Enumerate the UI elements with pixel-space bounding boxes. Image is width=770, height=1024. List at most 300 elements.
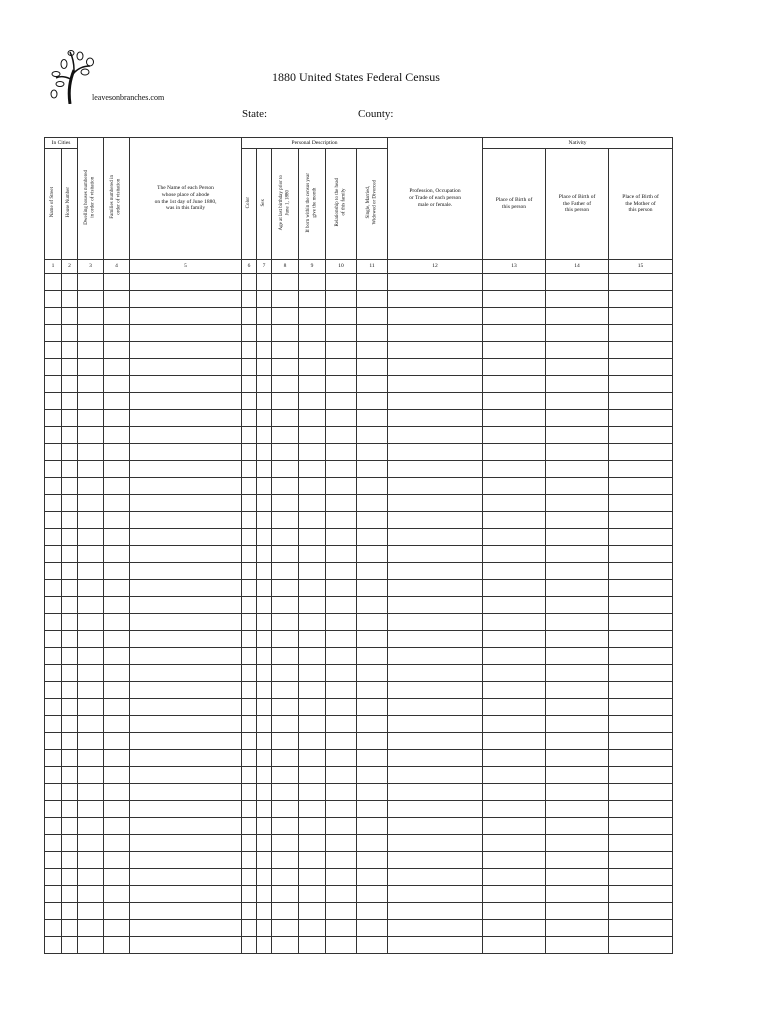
entry-cell[interactable]	[78, 716, 104, 733]
entry-cell[interactable]	[130, 682, 242, 699]
entry-cell[interactable]	[242, 648, 257, 665]
entry-cell[interactable]	[272, 869, 299, 886]
entry-cell[interactable]	[242, 359, 257, 376]
entry-cell[interactable]	[483, 784, 546, 801]
entry-cell[interactable]	[546, 767, 609, 784]
entry-cell[interactable]	[326, 767, 357, 784]
entry-cell[interactable]	[257, 682, 272, 699]
entry-cell[interactable]	[45, 308, 62, 325]
entry-cell[interactable]	[78, 359, 104, 376]
entry-cell[interactable]	[326, 427, 357, 444]
entry-cell[interactable]	[130, 461, 242, 478]
entry-cell[interactable]	[45, 291, 62, 308]
entry-cell[interactable]	[299, 274, 326, 291]
entry-cell[interactable]	[326, 665, 357, 682]
entry-cell[interactable]	[483, 733, 546, 750]
entry-cell[interactable]	[78, 818, 104, 835]
entry-cell[interactable]	[609, 682, 673, 699]
entry-cell[interactable]	[357, 427, 388, 444]
entry-cell[interactable]	[546, 529, 609, 546]
entry-cell[interactable]	[130, 393, 242, 410]
entry-cell[interactable]	[546, 818, 609, 835]
entry-cell[interactable]	[104, 291, 130, 308]
entry-cell[interactable]	[483, 852, 546, 869]
entry-cell[interactable]	[299, 512, 326, 529]
entry-cell[interactable]	[78, 784, 104, 801]
entry-cell[interactable]	[62, 546, 78, 563]
entry-cell[interactable]	[242, 546, 257, 563]
entry-cell[interactable]	[483, 818, 546, 835]
entry-cell[interactable]	[272, 835, 299, 852]
entry-cell[interactable]	[357, 852, 388, 869]
entry-cell[interactable]	[546, 784, 609, 801]
entry-cell[interactable]	[45, 682, 62, 699]
entry-cell[interactable]	[326, 937, 357, 954]
entry-cell[interactable]	[78, 614, 104, 631]
entry-cell[interactable]	[257, 920, 272, 937]
entry-cell[interactable]	[388, 818, 483, 835]
entry-cell[interactable]	[483, 461, 546, 478]
entry-cell[interactable]	[357, 546, 388, 563]
entry-cell[interactable]	[272, 886, 299, 903]
entry-cell[interactable]	[130, 427, 242, 444]
entry-cell[interactable]	[272, 614, 299, 631]
entry-cell[interactable]	[130, 767, 242, 784]
entry-cell[interactable]	[62, 461, 78, 478]
entry-cell[interactable]	[299, 478, 326, 495]
entry-cell[interactable]	[388, 529, 483, 546]
entry-cell[interactable]	[242, 444, 257, 461]
entry-cell[interactable]	[130, 903, 242, 920]
entry-cell[interactable]	[242, 750, 257, 767]
entry-cell[interactable]	[388, 461, 483, 478]
entry-cell[interactable]	[326, 376, 357, 393]
entry-cell[interactable]	[45, 665, 62, 682]
entry-cell[interactable]	[130, 631, 242, 648]
entry-cell[interactable]	[257, 665, 272, 682]
entry-cell[interactable]	[483, 325, 546, 342]
entry-cell[interactable]	[78, 376, 104, 393]
entry-cell[interactable]	[104, 478, 130, 495]
entry-cell[interactable]	[609, 631, 673, 648]
entry-cell[interactable]	[299, 937, 326, 954]
entry-cell[interactable]	[257, 852, 272, 869]
entry-cell[interactable]	[257, 801, 272, 818]
entry-cell[interactable]	[45, 563, 62, 580]
entry-cell[interactable]	[104, 461, 130, 478]
entry-cell[interactable]	[357, 291, 388, 308]
entry-cell[interactable]	[388, 597, 483, 614]
entry-cell[interactable]	[242, 376, 257, 393]
entry-cell[interactable]	[546, 750, 609, 767]
entry-cell[interactable]	[104, 546, 130, 563]
entry-cell[interactable]	[104, 937, 130, 954]
entry-cell[interactable]	[78, 529, 104, 546]
entry-cell[interactable]	[357, 597, 388, 614]
entry-cell[interactable]	[257, 767, 272, 784]
entry-cell[interactable]	[357, 750, 388, 767]
entry-cell[interactable]	[62, 308, 78, 325]
entry-cell[interactable]	[130, 495, 242, 512]
entry-cell[interactable]	[242, 427, 257, 444]
entry-cell[interactable]	[609, 512, 673, 529]
entry-cell[interactable]	[45, 325, 62, 342]
entry-cell[interactable]	[357, 325, 388, 342]
entry-cell[interactable]	[299, 886, 326, 903]
entry-cell[interactable]	[609, 869, 673, 886]
entry-cell[interactable]	[242, 580, 257, 597]
entry-cell[interactable]	[326, 325, 357, 342]
entry-cell[interactable]	[104, 665, 130, 682]
entry-cell[interactable]	[483, 699, 546, 716]
entry-cell[interactable]	[609, 597, 673, 614]
entry-cell[interactable]	[104, 682, 130, 699]
entry-cell[interactable]	[242, 682, 257, 699]
entry-cell[interactable]	[242, 733, 257, 750]
entry-cell[interactable]	[609, 478, 673, 495]
entry-cell[interactable]	[546, 342, 609, 359]
entry-cell[interactable]	[62, 512, 78, 529]
entry-cell[interactable]	[62, 393, 78, 410]
entry-cell[interactable]	[45, 920, 62, 937]
entry-cell[interactable]	[62, 291, 78, 308]
entry-cell[interactable]	[78, 325, 104, 342]
entry-cell[interactable]	[357, 376, 388, 393]
entry-cell[interactable]	[357, 359, 388, 376]
entry-cell[interactable]	[104, 495, 130, 512]
entry-cell[interactable]	[62, 699, 78, 716]
entry-cell[interactable]	[257, 886, 272, 903]
entry-cell[interactable]	[130, 410, 242, 427]
entry-cell[interactable]	[257, 546, 272, 563]
entry-cell[interactable]	[78, 648, 104, 665]
entry-cell[interactable]	[62, 614, 78, 631]
entry-cell[interactable]	[546, 308, 609, 325]
entry-cell[interactable]	[62, 937, 78, 954]
entry-cell[interactable]	[242, 308, 257, 325]
entry-cell[interactable]	[104, 597, 130, 614]
entry-cell[interactable]	[257, 495, 272, 512]
entry-cell[interactable]	[546, 665, 609, 682]
entry-cell[interactable]	[357, 308, 388, 325]
entry-cell[interactable]	[609, 546, 673, 563]
entry-cell[interactable]	[104, 767, 130, 784]
entry-cell[interactable]	[388, 393, 483, 410]
entry-cell[interactable]	[45, 410, 62, 427]
entry-cell[interactable]	[388, 699, 483, 716]
entry-cell[interactable]	[272, 478, 299, 495]
entry-cell[interactable]	[257, 580, 272, 597]
entry-cell[interactable]	[130, 614, 242, 631]
entry-cell[interactable]	[326, 444, 357, 461]
entry-cell[interactable]	[326, 682, 357, 699]
entry-cell[interactable]	[357, 818, 388, 835]
entry-cell[interactable]	[299, 767, 326, 784]
entry-cell[interactable]	[272, 733, 299, 750]
entry-cell[interactable]	[272, 359, 299, 376]
entry-cell[interactable]	[546, 886, 609, 903]
entry-cell[interactable]	[326, 478, 357, 495]
entry-cell[interactable]	[104, 818, 130, 835]
entry-cell[interactable]	[609, 835, 673, 852]
entry-cell[interactable]	[257, 699, 272, 716]
entry-cell[interactable]	[272, 750, 299, 767]
entry-cell[interactable]	[609, 291, 673, 308]
entry-cell[interactable]	[272, 682, 299, 699]
entry-cell[interactable]	[78, 852, 104, 869]
entry-cell[interactable]	[299, 818, 326, 835]
entry-cell[interactable]	[609, 920, 673, 937]
entry-cell[interactable]	[45, 512, 62, 529]
entry-cell[interactable]	[609, 342, 673, 359]
entry-cell[interactable]	[62, 818, 78, 835]
entry-cell[interactable]	[257, 529, 272, 546]
entry-cell[interactable]	[45, 903, 62, 920]
entry-cell[interactable]	[609, 784, 673, 801]
entry-cell[interactable]	[130, 869, 242, 886]
entry-cell[interactable]	[130, 716, 242, 733]
entry-cell[interactable]	[483, 665, 546, 682]
entry-cell[interactable]	[546, 801, 609, 818]
entry-cell[interactable]	[257, 903, 272, 920]
entry-cell[interactable]	[546, 699, 609, 716]
entry-cell[interactable]	[45, 359, 62, 376]
entry-cell[interactable]	[326, 597, 357, 614]
entry-cell[interactable]	[326, 342, 357, 359]
entry-cell[interactable]	[357, 699, 388, 716]
entry-cell[interactable]	[483, 648, 546, 665]
entry-cell[interactable]	[609, 699, 673, 716]
entry-cell[interactable]	[104, 903, 130, 920]
entry-cell[interactable]	[62, 495, 78, 512]
entry-cell[interactable]	[45, 869, 62, 886]
entry-cell[interactable]	[242, 801, 257, 818]
entry-cell[interactable]	[483, 886, 546, 903]
entry-cell[interactable]	[130, 852, 242, 869]
entry-cell[interactable]	[483, 580, 546, 597]
entry-cell[interactable]	[272, 937, 299, 954]
entry-cell[interactable]	[483, 682, 546, 699]
entry-cell[interactable]	[62, 750, 78, 767]
entry-cell[interactable]	[104, 716, 130, 733]
entry-cell[interactable]	[326, 801, 357, 818]
entry-cell[interactable]	[78, 342, 104, 359]
entry-cell[interactable]	[104, 750, 130, 767]
entry-cell[interactable]	[388, 852, 483, 869]
entry-cell[interactable]	[388, 427, 483, 444]
entry-cell[interactable]	[62, 767, 78, 784]
entry-cell[interactable]	[257, 784, 272, 801]
entry-cell[interactable]	[388, 920, 483, 937]
entry-cell[interactable]	[609, 461, 673, 478]
entry-cell[interactable]	[272, 376, 299, 393]
entry-cell[interactable]	[299, 359, 326, 376]
entry-cell[interactable]	[326, 818, 357, 835]
entry-cell[interactable]	[78, 444, 104, 461]
entry-cell[interactable]	[62, 733, 78, 750]
entry-cell[interactable]	[357, 937, 388, 954]
entry-cell[interactable]	[388, 716, 483, 733]
entry-cell[interactable]	[299, 852, 326, 869]
entry-cell[interactable]	[257, 835, 272, 852]
entry-cell[interactable]	[388, 648, 483, 665]
entry-cell[interactable]	[326, 461, 357, 478]
entry-cell[interactable]	[357, 529, 388, 546]
entry-cell[interactable]	[130, 546, 242, 563]
entry-cell[interactable]	[104, 580, 130, 597]
entry-cell[interactable]	[299, 308, 326, 325]
entry-cell[interactable]	[609, 495, 673, 512]
entry-cell[interactable]	[609, 665, 673, 682]
entry-cell[interactable]	[357, 682, 388, 699]
entry-cell[interactable]	[45, 444, 62, 461]
entry-cell[interactable]	[272, 546, 299, 563]
entry-cell[interactable]	[130, 937, 242, 954]
entry-cell[interactable]	[483, 750, 546, 767]
entry-cell[interactable]	[326, 308, 357, 325]
entry-cell[interactable]	[257, 478, 272, 495]
entry-cell[interactable]	[62, 410, 78, 427]
entry-cell[interactable]	[257, 308, 272, 325]
entry-cell[interactable]	[483, 801, 546, 818]
entry-cell[interactable]	[388, 665, 483, 682]
entry-cell[interactable]	[546, 835, 609, 852]
entry-cell[interactable]	[45, 767, 62, 784]
entry-cell[interactable]	[130, 648, 242, 665]
entry-cell[interactable]	[45, 937, 62, 954]
entry-cell[interactable]	[62, 665, 78, 682]
entry-cell[interactable]	[299, 869, 326, 886]
entry-cell[interactable]	[257, 937, 272, 954]
entry-cell[interactable]	[546, 920, 609, 937]
entry-cell[interactable]	[78, 597, 104, 614]
entry-cell[interactable]	[242, 784, 257, 801]
entry-cell[interactable]	[483, 291, 546, 308]
entry-cell[interactable]	[62, 529, 78, 546]
entry-cell[interactable]	[609, 818, 673, 835]
entry-cell[interactable]	[104, 869, 130, 886]
entry-cell[interactable]	[546, 274, 609, 291]
entry-cell[interactable]	[62, 359, 78, 376]
entry-cell[interactable]	[78, 665, 104, 682]
entry-cell[interactable]	[388, 342, 483, 359]
entry-cell[interactable]	[130, 580, 242, 597]
entry-cell[interactable]	[326, 614, 357, 631]
entry-cell[interactable]	[299, 342, 326, 359]
entry-cell[interactable]	[357, 563, 388, 580]
entry-cell[interactable]	[388, 784, 483, 801]
entry-cell[interactable]	[104, 801, 130, 818]
entry-cell[interactable]	[357, 801, 388, 818]
entry-cell[interactable]	[130, 376, 242, 393]
entry-cell[interactable]	[78, 580, 104, 597]
entry-cell[interactable]	[546, 427, 609, 444]
entry-cell[interactable]	[242, 529, 257, 546]
entry-cell[interactable]	[62, 920, 78, 937]
entry-cell[interactable]	[483, 869, 546, 886]
entry-cell[interactable]	[357, 648, 388, 665]
entry-cell[interactable]	[242, 869, 257, 886]
entry-cell[interactable]	[357, 733, 388, 750]
entry-cell[interactable]	[357, 716, 388, 733]
entry-cell[interactable]	[388, 682, 483, 699]
entry-cell[interactable]	[45, 852, 62, 869]
entry-cell[interactable]	[272, 308, 299, 325]
entry-cell[interactable]	[546, 461, 609, 478]
entry-cell[interactable]	[357, 461, 388, 478]
entry-cell[interactable]	[272, 767, 299, 784]
entry-cell[interactable]	[104, 835, 130, 852]
entry-cell[interactable]	[609, 750, 673, 767]
entry-cell[interactable]	[483, 563, 546, 580]
entry-cell[interactable]	[483, 393, 546, 410]
entry-cell[interactable]	[242, 665, 257, 682]
entry-cell[interactable]	[104, 325, 130, 342]
entry-cell[interactable]	[483, 716, 546, 733]
entry-cell[interactable]	[357, 274, 388, 291]
entry-cell[interactable]	[299, 563, 326, 580]
entry-cell[interactable]	[326, 733, 357, 750]
entry-cell[interactable]	[257, 750, 272, 767]
entry-cell[interactable]	[104, 444, 130, 461]
entry-cell[interactable]	[609, 274, 673, 291]
entry-cell[interactable]	[299, 784, 326, 801]
entry-cell[interactable]	[357, 869, 388, 886]
entry-cell[interactable]	[78, 767, 104, 784]
entry-cell[interactable]	[483, 478, 546, 495]
entry-cell[interactable]	[78, 750, 104, 767]
entry-cell[interactable]	[242, 478, 257, 495]
entry-cell[interactable]	[357, 784, 388, 801]
entry-cell[interactable]	[483, 308, 546, 325]
entry-cell[interactable]	[257, 716, 272, 733]
entry-cell[interactable]	[388, 886, 483, 903]
entry-cell[interactable]	[388, 546, 483, 563]
entry-cell[interactable]	[546, 631, 609, 648]
entry-cell[interactable]	[299, 291, 326, 308]
entry-cell[interactable]	[62, 869, 78, 886]
entry-cell[interactable]	[272, 699, 299, 716]
entry-cell[interactable]	[546, 733, 609, 750]
entry-cell[interactable]	[546, 376, 609, 393]
entry-cell[interactable]	[609, 427, 673, 444]
entry-cell[interactable]	[78, 512, 104, 529]
entry-cell[interactable]	[546, 512, 609, 529]
entry-cell[interactable]	[388, 614, 483, 631]
entry-cell[interactable]	[242, 597, 257, 614]
entry-cell[interactable]	[45, 750, 62, 767]
entry-cell[interactable]	[609, 648, 673, 665]
entry-cell[interactable]	[357, 903, 388, 920]
entry-cell[interactable]	[242, 699, 257, 716]
entry-cell[interactable]	[388, 750, 483, 767]
entry-cell[interactable]	[272, 784, 299, 801]
entry-cell[interactable]	[272, 274, 299, 291]
entry-cell[interactable]	[483, 410, 546, 427]
entry-cell[interactable]	[326, 274, 357, 291]
entry-cell[interactable]	[299, 903, 326, 920]
entry-cell[interactable]	[45, 801, 62, 818]
entry-cell[interactable]	[546, 682, 609, 699]
entry-cell[interactable]	[104, 359, 130, 376]
entry-cell[interactable]	[242, 495, 257, 512]
entry-cell[interactable]	[78, 495, 104, 512]
entry-cell[interactable]	[483, 631, 546, 648]
entry-cell[interactable]	[272, 461, 299, 478]
entry-cell[interactable]	[388, 444, 483, 461]
entry-cell[interactable]	[546, 716, 609, 733]
entry-cell[interactable]	[357, 495, 388, 512]
